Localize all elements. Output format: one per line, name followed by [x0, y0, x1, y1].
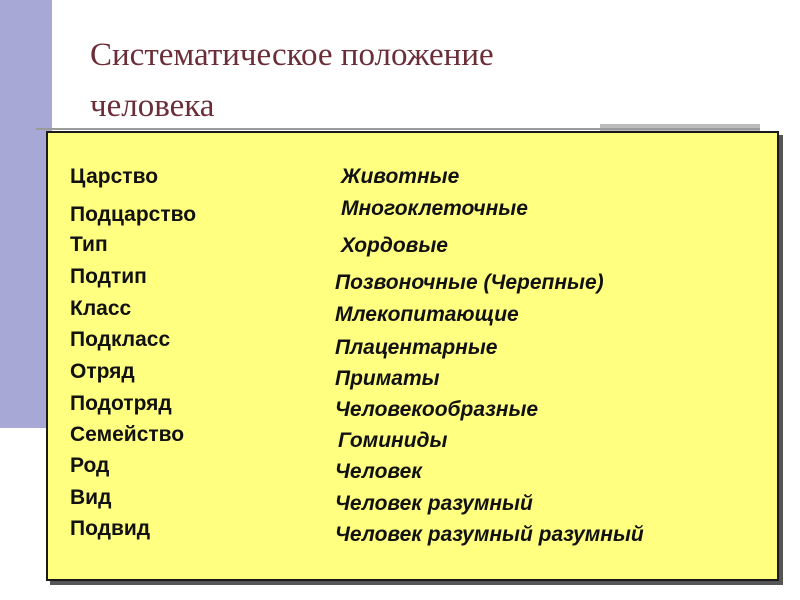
rank-genus: Род	[70, 454, 110, 477]
taxon-species: Человек разумный	[335, 492, 533, 515]
taxon-order: Приматы	[335, 367, 440, 390]
rank-order: Отряд	[70, 360, 135, 383]
page-title	[90, 30, 730, 132]
taxon-suborder: Человекообразные	[335, 398, 539, 421]
taxon-class: Млекопитающие	[335, 303, 519, 326]
taxon-genus: Человек	[335, 460, 422, 483]
rank-phylum: Тип	[70, 233, 108, 256]
rank-suborder: Подотряд	[70, 392, 172, 415]
taxon-family: Гоминиды	[338, 429, 448, 452]
rank-subclass: Подкласс	[70, 328, 171, 351]
title-line-1: Систематическое положение	[90, 37, 494, 73]
rank-family: Семейство	[70, 423, 185, 446]
side-accent-bar	[0, 0, 52, 428]
rank-class: Класс	[70, 297, 132, 320]
taxon-subclass: Плацентарные	[335, 336, 498, 359]
taxon-subkingdom: Многоклеточные	[341, 197, 528, 220]
rank-species: Вид	[70, 486, 112, 509]
taxon-subphylum: Позвоночные (Черепные)	[335, 271, 604, 294]
rank-subphylum: Подтип	[70, 265, 147, 288]
divider-line	[36, 128, 760, 130]
taxon-kingdom: Животные	[341, 165, 460, 188]
title-line-2: человека	[90, 88, 215, 124]
rank-kingdom: Царство	[70, 165, 159, 188]
classification-panel	[46, 131, 779, 581]
rank-subspecies: Подвид	[70, 517, 151, 540]
rank-subkingdom: Подцарство	[70, 203, 197, 226]
taxon-subspecies: Человек разумный разумный	[335, 523, 644, 546]
taxon-phylum: Хордовые	[341, 234, 448, 257]
